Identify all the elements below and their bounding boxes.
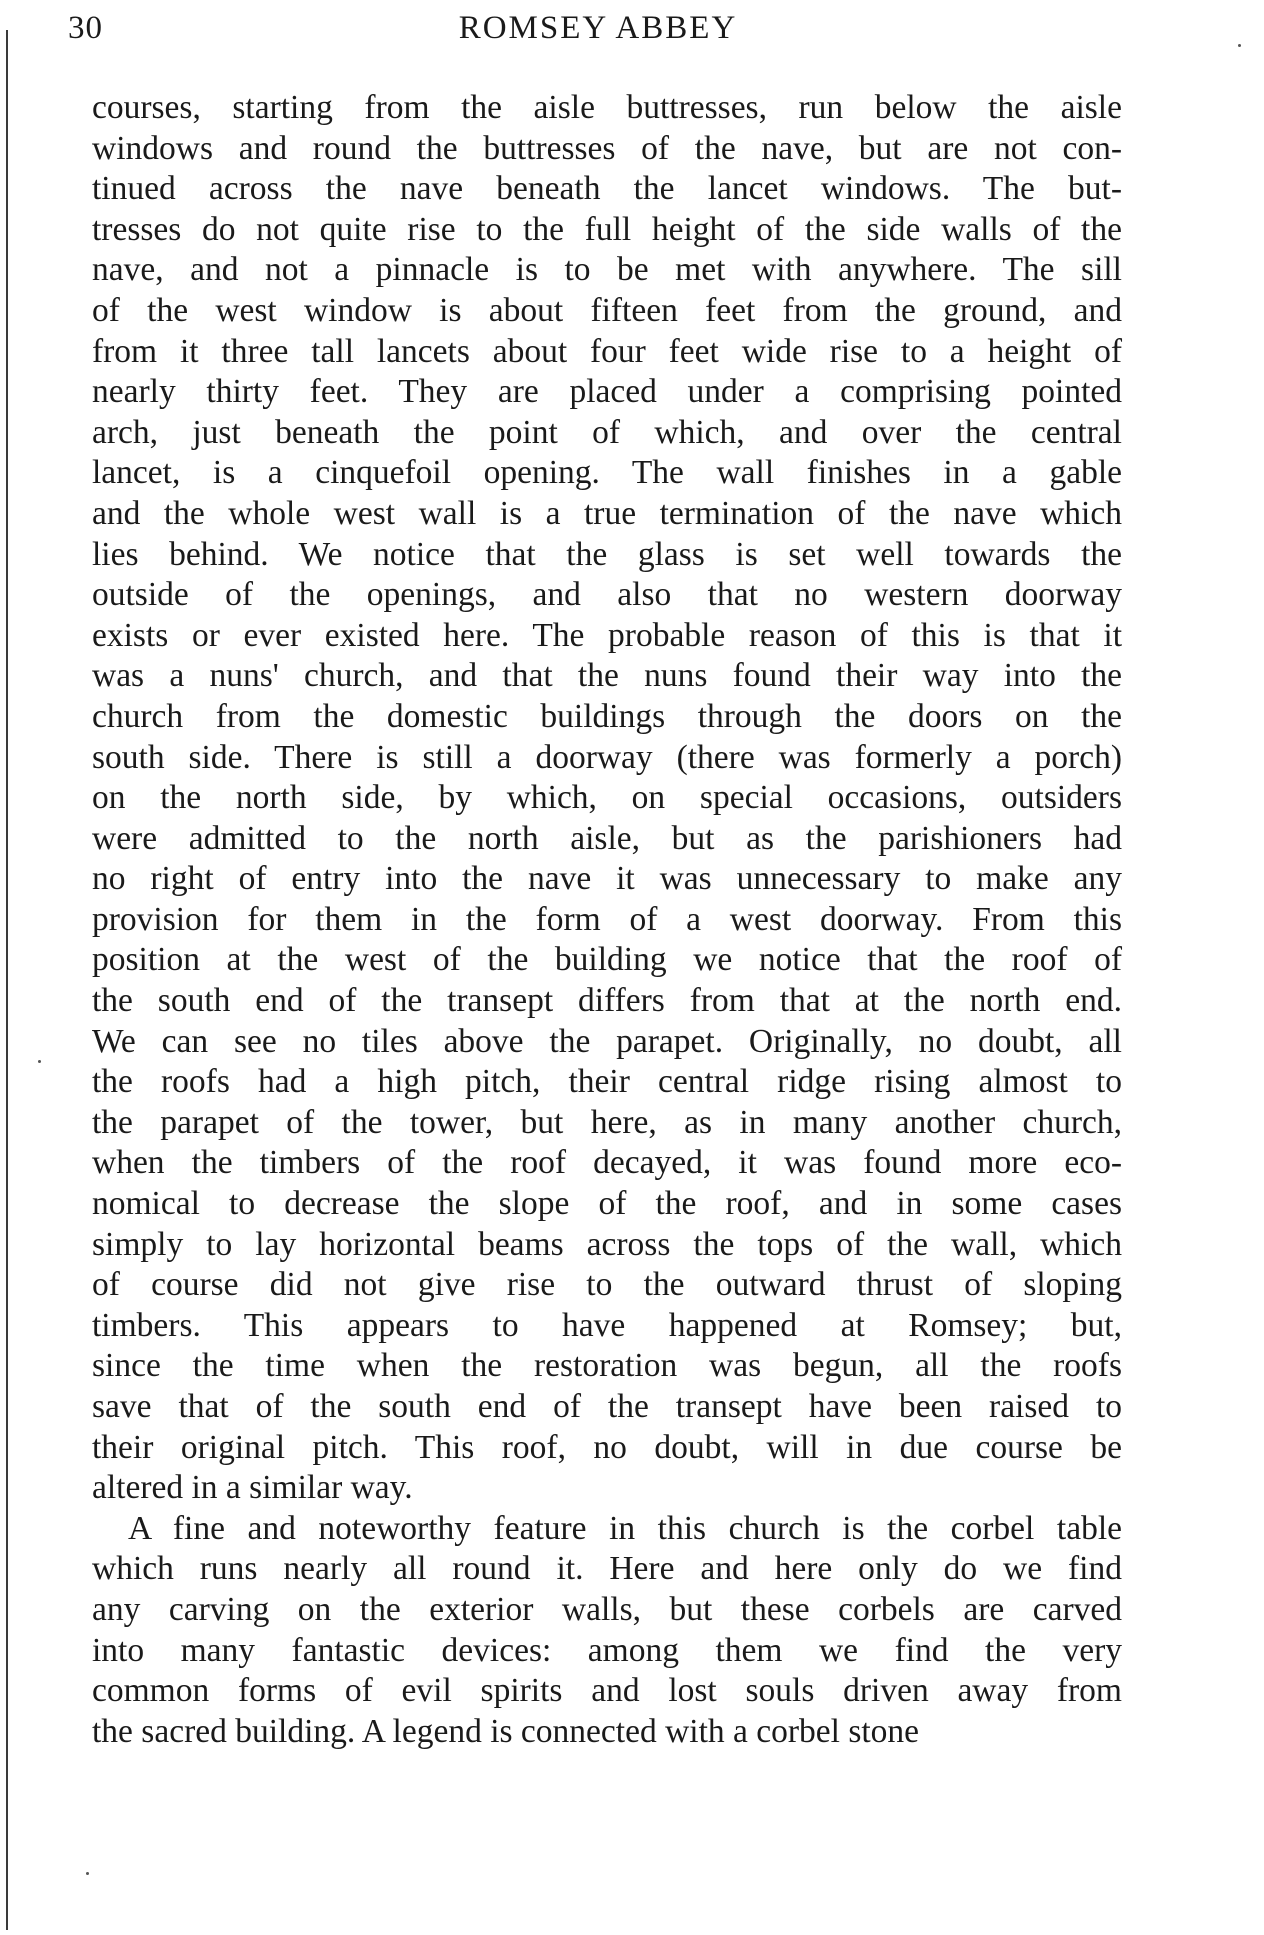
text-line: A fine and noteworthy feature in this church is the corbel table — [128, 1509, 1122, 1547]
running-title: ROMSEY ABBEY — [458, 10, 738, 46]
paragraph — [92, 1509, 1122, 1753]
text-line: the sacred building. A legend is connected with a corbel stone — [92, 1712, 920, 1750]
page-binding-edge — [6, 30, 8, 1930]
print-speck — [86, 1872, 89, 1875]
text-line: provision for them in the form of a west doorway. From this — [92, 900, 1122, 938]
text-line: outside of the openings, and also that no western doorway — [92, 576, 1122, 614]
body-text — [92, 88, 1122, 1752]
page-number: 30 — [68, 10, 103, 46]
text-line: simply to lay horizontal beams across the tops of the wall, which — [92, 1225, 1122, 1263]
text-line: on the north side, by which, on special occasions, outsiders — [92, 779, 1122, 817]
text-line: into many fantastic devices: among them we find the very — [92, 1631, 1122, 1669]
text-line: nomical to decrease the slope of the roof, and in some cases — [92, 1185, 1122, 1223]
text-line: tinued across the nave beneath the lancet windows. The but- — [92, 170, 1122, 208]
text-line: the south end of the transept differs from that at the north end. — [92, 982, 1122, 1020]
text-line: no right of entry into the nave it was unnecessary to make any — [92, 860, 1122, 898]
text-line: nearly thirty feet. They are placed under a comprising pointed — [92, 373, 1122, 411]
text-line: were admitted to the north aisle, but as the parishioners had — [92, 819, 1122, 857]
text-line: which runs nearly all round it. Here and here only do we find — [92, 1550, 1122, 1588]
text-line: timbers. This appears to have happened at Romsey; but, — [92, 1306, 1122, 1344]
text-line: nave, and not a pinnacle is to be met with anywhere. The sill — [92, 251, 1122, 289]
text-line: We can see no tiles above the parapet. Originally, no doubt, all — [92, 1022, 1122, 1060]
text-line: altered in a similar way. — [92, 1469, 413, 1507]
text-line: and the whole west wall is a true termination of the nave which — [92, 494, 1122, 532]
print-speck — [1238, 44, 1241, 47]
page-header — [68, 10, 1128, 56]
text-line: position at the west of the building we notice that the roof of — [92, 941, 1122, 979]
text-line: of course did not give rise to the outward thrust of sloping — [92, 1266, 1122, 1304]
text-line: of the west window is about fifteen feet from the ground, and — [92, 291, 1122, 329]
text-line: church from the domestic buildings through the doors on the — [92, 697, 1122, 735]
text-line: windows and round the buttresses of the nave, but are not con- — [92, 129, 1122, 167]
text-line: south side. There is still a doorway (there was formerly a porch) — [92, 738, 1122, 776]
print-speck — [38, 1060, 41, 1063]
text-line: exists or ever existed here. The probable reason of this is that it — [92, 616, 1122, 654]
text-line: courses, starting from the aisle buttresses, run below the aisle — [92, 89, 1122, 126]
text-line: any carving on the exterior walls, but these corbels are carved — [92, 1590, 1122, 1628]
text-line: since the time when the restoration was begun, all the roofs — [92, 1347, 1122, 1385]
text-line: from it three tall lancets about four feet wide rise to a height of — [92, 332, 1122, 370]
text-line: the roofs had a high pitch, their central ridge rising almost to — [92, 1063, 1122, 1101]
text-line: the parapet of the tower, but here, as in many another church, — [92, 1103, 1122, 1141]
text-line: when the timbers of the roof decayed, it was found more eco- — [92, 1144, 1122, 1182]
text-line: common forms of evil spirits and lost souls driven away from — [92, 1672, 1122, 1710]
text-line: lancet, is a cinquefoil opening. The wall finishes in a gable — [92, 454, 1122, 492]
text-line: save that of the south end of the transept have been raised to — [92, 1388, 1122, 1425]
text-line: tresses do not quite rise to the full height of the side walls of the — [92, 210, 1122, 248]
text-line: lies behind. We notice that the glass is set well towards the — [92, 535, 1122, 573]
text-line: was a nuns' church, and that the nuns found their way into the — [92, 657, 1122, 695]
text-line: arch, just beneath the point of which, and over the central — [92, 413, 1122, 451]
paragraph — [92, 88, 1122, 1509]
text-line: their original pitch. This roof, no doubt, will in due course be — [92, 1428, 1122, 1466]
